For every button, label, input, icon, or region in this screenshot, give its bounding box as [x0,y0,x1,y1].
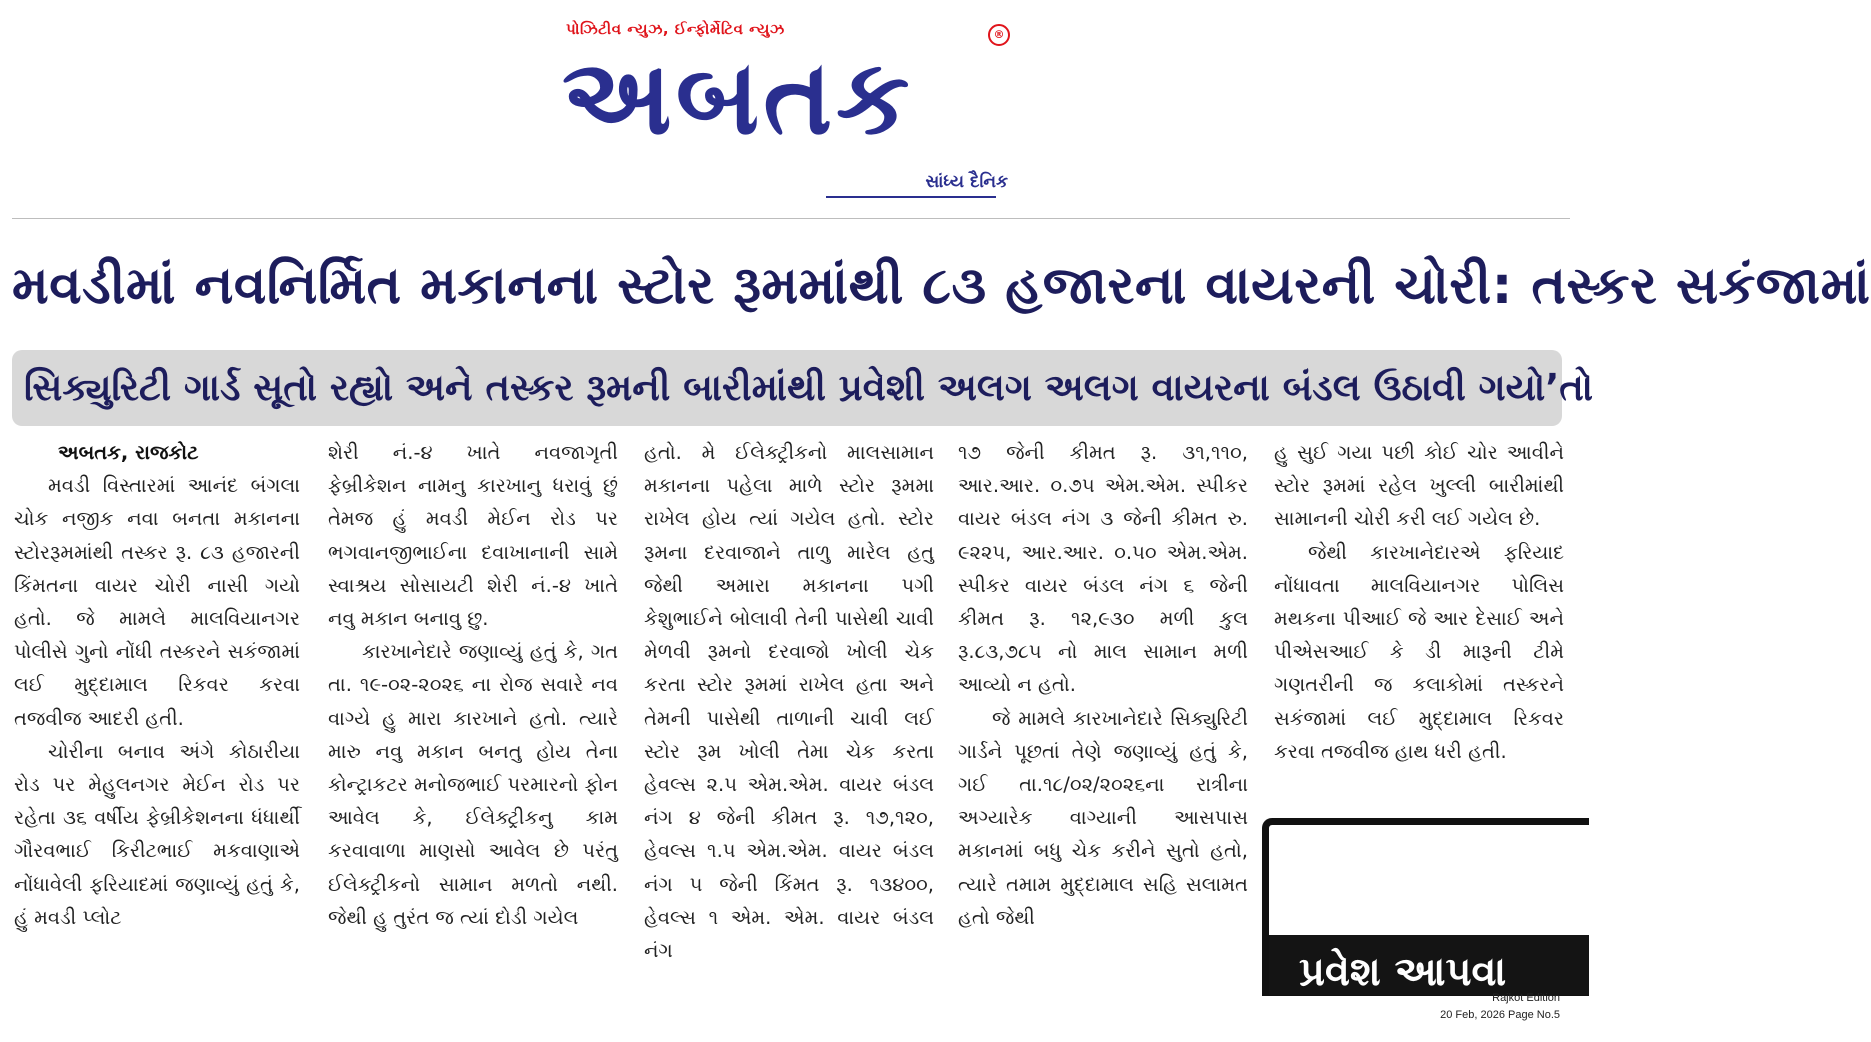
registered-mark-icon: ® [988,24,1010,46]
paragraph: હુ સુઈ ગયા પછી કોઈ ચોર આવીને સ્ટોર રૂમમાં રહેલ ખુલ્લી બારીમાંથી સામાનની ચોરી કરી લઈ ગયેલ છે. [1274,441,1564,531]
masthead [0,0,1582,212]
teaser-heading: પ્રવેશ આપવા [1299,949,1507,995]
paragraph: જેથી કારખાનેદારએ ફરિયાદ નોંધાવતા માલવિયાનગર પોલિસ મથકના પીઆઈ જે આર દેસાઈ અને પીએસઆઈ કે ડી મારૂની ટીમે ગણતરીની જ કલાકોમાં તસ્કરને સકંજામાં લઈ મુદ્દામાલ રિકવર કરવા તજવીજ હાથ ધરી હતી. [1274,540,1564,763]
newspaper-logo: અબતક [562,36,914,158]
edition-date-page: 20 Feb, 2026 Page No.5 [1440,1009,1560,1021]
paragraph: હતો. મે ઈલેક્ટ્રીકનો માલસામાન મકાનના પહેલા માળે સ્ટોર રૂમમા રાખેલ હોય ત્યાં ગયેલ હતો. સ્ટોર રૂમના દરવાજાને તાળુ મારેલ હતુ જેથી અમારા મકાનના પગી કેશુભાઈને બોલાવી તેની પાસેથી ચાવી મેળવી રૂમનો દરવાજો ખોલી ચેક કરતા સ્ટોર રૂમમાં રાખેલ હતા અને તેમની પાસેથી તાળાની ચાવી લઈ સ્ટોર રૂમ ખોલી તેમા ચેક કરતા હેવલ્સ ૨.૫ એમ.એમ. વાયર બંડલ નંગ ૪ જેની કીમત રૂ. ૧૭,૧૨૦, હેવલ્સ ૧.૫ એમ.એમ. વાયર બંડલ નંગ ૫ જેની કિંમત રૂ. ૧૩૪૦૦, હેવલ્સ ૧ એમ. એમ. વાયર બંડલ નંગ [644,441,934,963]
article-column-5 [1274,436,1564,814]
paragraph: શેરી નં.-૪ ખાતે નવજાગૃતી ફેબ્રીકેશન નામનુ કારખાનુ ધરાવું છું તેમજ હું મવડી મેઈન રોડ પર ભગવાનજીભાઈના દવાખાનાની સામે સ્વાશ્રય સોસાયટી શેરી નં.-૪ ખાતે નવુ મકાન બનાવુ છુ. [328,441,618,631]
article-column-2 [328,436,618,984]
paragraph: ચોરીના બનાવ અંગે કોઠારીયા રોડ પર મેહુલનગર મેઈન રોડ પર રહેતા ૩૬ વર્ષીય ફેબ્રીકેશનના ધંધાર્થી ગૌરવભાઈ કિરીટભાઈ મકવાણાએ નોંધાવેલી ફરિયાદમાં જણાવ્યું હતું કે, હું મવડી પ્લોટ [14,739,300,929]
paragraph: મવડી વિસ્તારમાં આનંદ બંગલા ચોક નજીક નવા બનતા મકાનના સ્ટોરરૂમમાંથી તસ્કર રૂ. ૮૩ હજારની કિંમતના વાયર ચોરી નાસી ગયો હતો. જે મામલે માલવિયાનગર પોલીસે ગુનો નોંધી તસ્કરને સકંજામાં લઈ મુદ્દામાલ રિકવર કરવા તજવીજ આદરી હતી. [14,474,300,730]
edition-name: Rajkot Edition [1492,992,1560,1004]
next-article-teaser [1262,818,1589,996]
paragraph: ૧૭ જેની કીમત રૂ. ૩૧,૧૧૦, આર.આર. ૦.૭૫ એમ.એમ. સ્પીકર વાયર બંડલ નંગ ૩ જેની કીમત રુ. ૯૨૨૫, આર.આર. ૦.૫૦ એમ.એમ. સ્પીકર વાયર બંડલ નંગ ૬ જેની કીમત રૂ. ૧૨,૯૩૦ મળી કુલ રૂ.૮૩,૭૮૫ નો માલ સામાન મળી આવ્યો ન હતો. [958,441,1248,697]
article-subheadline: સિક્યુરિટી ગાર્ડ સૂતો રહ્યો અને તસ્કર રૂમની બારીમાંથી પ્રવેશી અલગ અલગ વાયરના બંડલ ઉઠાવી ગયો’તો [24,366,1594,409]
edition-info [1400,990,1560,1024]
article-column-1 [14,436,300,984]
dateline: અબતક, રાજકોટ [58,441,199,464]
masthead-tagline: પોઝિટીવ ન્યુઝ, ઈન્ફોર્મેટિવ ન્યુઝ [566,20,785,38]
header-divider [12,218,1570,219]
subheadline-banner [12,350,1594,426]
masthead-subtitle: સાંધ્ય દૈનિક [925,172,1008,192]
article-headline: મવડીમાં નવનિર્મિત મકાનના સ્ટોર રૂમમાંથી ૮૩ હજારના વાયરની ચોરી: તસ્કર સકંજામાં [12,256,1871,316]
article-column-3 [644,436,934,984]
masthead-underline [826,196,996,198]
paragraph: જે મામલે કારખાનેદારે સિક્યુરિટી ગાર્ડને પૂછતાં તેણે જણાવ્યું હતું કે, ગઈ તા.૧૮/૦૨/૨૦૨૬ના રાત્રીના અગ્યારેક વાગ્યાની આસપાસ મકાનમાં બધુ ચેક કરીને સુતો હતો, ત્યારે તમામ મુદ્દામાલ સહિ સલામત હતો જેથી [958,706,1248,929]
article-column-4 [958,436,1248,984]
paragraph: કારખાનેદારે જણાવ્યું હતું કે, ગત તા. ૧૯-૦૨-૨૦૨૬ ના રોજ સવારે નવ વાગ્યે હુ મારા કારખાને હતો. ત્યારે મારુ નવુ મકાન બનતુ હોય તેના કોન્ટ્રાકટર મનોજભાઈ પરમારનો ફોન આવેલ કે, ઈલેક્ટ્રીકનુ કામ કરવાવાળા માણસો આવેલ છે પરંતુ ઈલેક્ટ્રીકનો સામાન મળતો નથી. જેથી હુ તુરંત જ ત્યાં દોડી ગયેલ [328,640,618,929]
